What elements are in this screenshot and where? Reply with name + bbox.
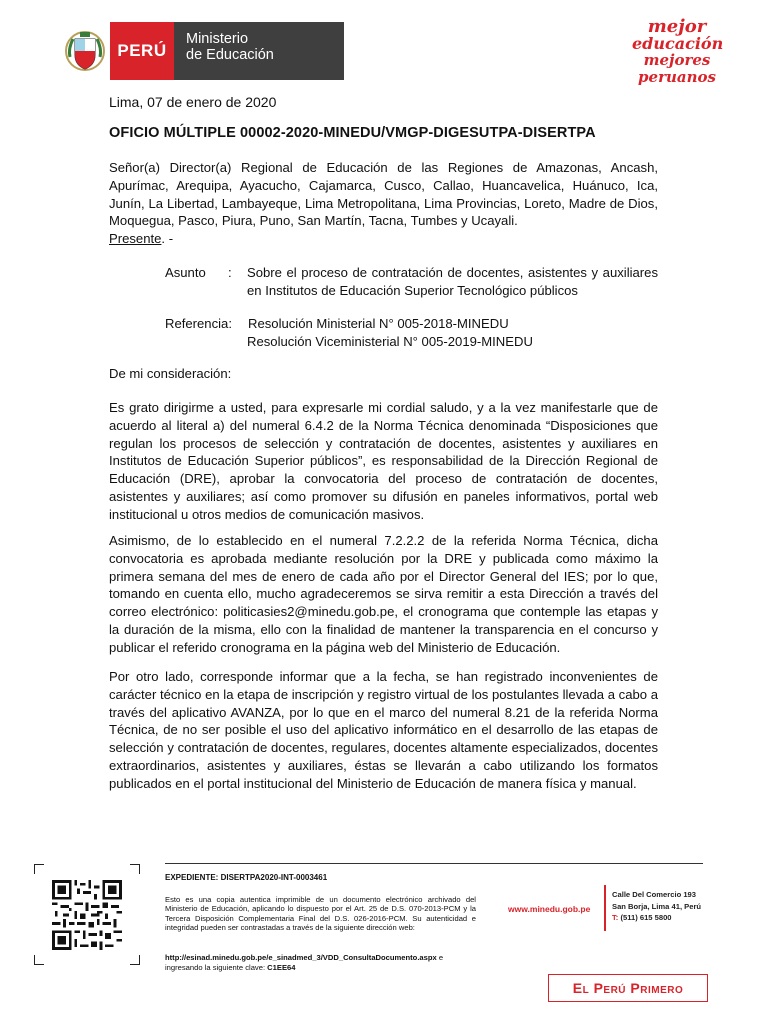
ministry-name-line2: de Educación bbox=[186, 47, 274, 63]
reference-label: Referencia: bbox=[165, 316, 232, 331]
subject-colon: : bbox=[228, 265, 232, 280]
ministry-header bbox=[60, 22, 344, 80]
body-paragraph-1: Es grato dirigirme a usted, para expresarle mi cordial saludo, y a la vez manifestarle que de acuerdo al literal a) del numeral 6.4.2 de la Norma Técnica denominada “Disposiciones que regulan los procesos de selección y contratación de docentes, asistentes y auxiliares en Institutos de Educación Superior públicos”, es responsabilidad de la Dirección Regional de Educación (DRE), aprobar la convocatoria del proceso de contratación de docentes, asistentes y auxiliares; así como promover su difusión en paneles informativos, portal web institucional u otros medios de comunicación masivos. bbox=[109, 400, 658, 522]
verification-url[interactable]: http://esinad.minedu.gob.pe/e_sinadmed_3/VDD_ConsultaDocumento.aspx bbox=[165, 953, 437, 962]
verification-key: C1EE64 bbox=[267, 963, 296, 972]
expediente-number: EXPEDIENTE: DISERTPA2020-INT-0003461 bbox=[165, 873, 328, 882]
subject-text: Sobre el proceso de contratación de docentes, asistentes y auxiliares en Institutos de Educación Superior Tecnológico públicos bbox=[247, 265, 658, 298]
subject-label: Asunto bbox=[165, 265, 206, 280]
key-instruction: e ingresando la siguiente clave: bbox=[165, 953, 444, 972]
greeting: De mi consideración: bbox=[109, 366, 232, 381]
peru-brand-block: PERÚ bbox=[110, 22, 174, 80]
slogan-line1: mejor bbox=[647, 16, 707, 37]
address-line2: San Borja, Lima 41, Perú bbox=[612, 901, 702, 911]
slogan-logo bbox=[632, 18, 722, 86]
verification-link-block bbox=[165, 953, 476, 973]
authenticity-note: Esto es una copia autentica imprimible de un documento electrónico archivado del Ministerio de Educación, aplicando lo dispuesto por el Art. 25 de D.S. 070-2013-PCM y la Tercera Disposición Complementaria Final del D.S. 026-2016-PCM. Su autenticidad e integridad pueden ser contrastadas a través de la siguiente dirección web: bbox=[165, 895, 476, 933]
ministry-name-line1: Ministerio bbox=[186, 31, 249, 47]
addressee-paragraph: Señor(a) Director(a) Regional de Educación de las Regiones de Amazonas, Ancash, Apurímac, Arequipa, Ayacucho, Cajamarca, Cusco, Callao, Huancavelica, Huánuco, Ica, Junín, La Libertad, Lambayeque, Lima Metropolitana, Lima Provincias, Loreto, Madre de Dios, Moquegua, Pasco, Piura, Puno, San Martín, Tacna, Tumbes y Ucayali. bbox=[109, 160, 658, 229]
qr-frame-corner bbox=[34, 864, 44, 874]
website-link[interactable]: www.minedu.gob.pe bbox=[508, 904, 591, 914]
address-divider bbox=[604, 885, 606, 931]
presente-suffix: . - bbox=[161, 231, 174, 246]
body-paragraph-2: Asimismo, de lo establecido en el numeral 7.2.2.2 de la referida Norma Técnica, dicha convocatoria es aprobada mediante resolución por la DRE y publicada como máximo la primera semana del mes de enero de cada año por el Director General del IES; por lo que, tomando en cuenta ello, mucho agradeceremos se sirva remitir a esta Dirección a través del correo electrónico: politicasies2@minedu.gob.pe, el cronograma que contemple las etapas y la duración de la misma, ello con la finalidad de mantener la transparencia en el concurso y publicar el referido cronograma en la página web del Ministerio de Educación. bbox=[109, 533, 658, 655]
reference-item-1: Resolución Ministerial N° 005-2018-MINEDU bbox=[248, 316, 509, 331]
qr-frame-corner bbox=[130, 955, 140, 965]
phone-number: (511) 615 5800 bbox=[618, 913, 672, 923]
reference-item-2: Resolución Viceministerial N° 005-2019-MINEDU bbox=[247, 333, 533, 349]
phone-line bbox=[612, 912, 701, 924]
qr-frame-corner bbox=[130, 864, 140, 874]
slogan-line4: peruanos bbox=[638, 68, 716, 86]
letter-title: OFICIO MÚLTIPLE 00002-2020-MINEDU/VMGP-DIGESUTPA-DISERTPA bbox=[109, 125, 596, 141]
qr-code-icon bbox=[52, 880, 122, 950]
qr-frame-corner bbox=[34, 955, 44, 965]
slogan-line2: educación bbox=[632, 34, 724, 53]
address-line1: Calle Del Comercio 193 bbox=[612, 890, 696, 899]
presente-line bbox=[109, 231, 173, 246]
slogan-line3: mejores bbox=[643, 51, 711, 69]
body-paragraph-3: Por otro lado, corresponde informar que a la fecha, se han registrado inconvenientes de carácter técnico en la etapa de inscripción y registro virtual de los postulantes llevada a cabo a través del aplicativo AVANZA, por lo que en el marco del numeral 8.21 de la referida Norma Técnica, de no ser posible el uso del aplicativo informático en el desarrollo de las etapas de selección y contratación de docentes, regulares, docentes altamente especializados, docentes extraordinarios, asistentes y auxiliares, éstas se llevarán a cabo utilizando los formatos publicados en el portal institucional del Ministerio de Educación de manera física y manual. bbox=[109, 669, 658, 791]
ministry-name-block bbox=[174, 22, 344, 80]
phone-label: T: bbox=[612, 913, 619, 923]
letter-date: Lima, 07 de enero de 2020 bbox=[109, 94, 277, 110]
peru-coat-of-arms-icon bbox=[60, 22, 110, 80]
campaign-logo: El Perú Primero bbox=[548, 974, 708, 1002]
presente-word: Presente bbox=[109, 231, 162, 246]
footer-divider bbox=[165, 863, 703, 864]
ministry-address bbox=[612, 889, 701, 924]
